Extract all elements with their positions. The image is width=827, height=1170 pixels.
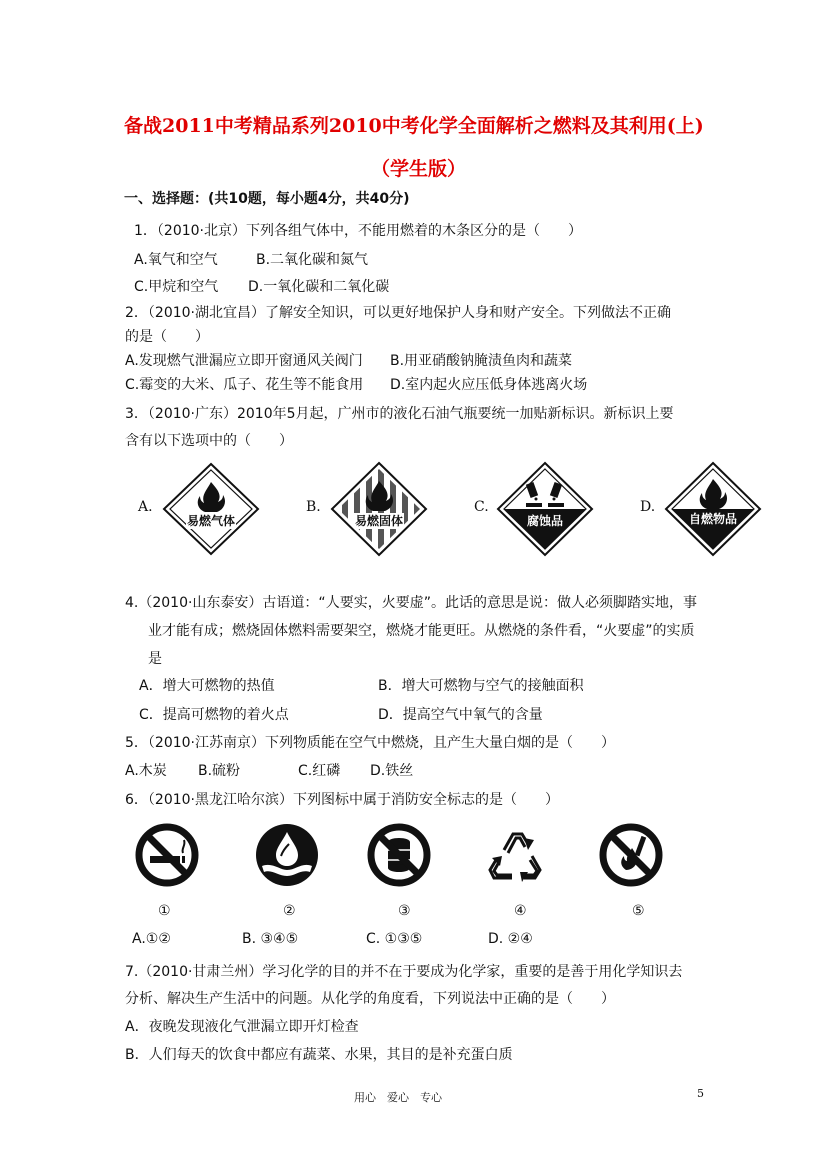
q4-option-d: D．提高空气中氧气的含量: [378, 707, 543, 723]
q3-letter-c: C.: [474, 499, 489, 515]
no-smoking-icon: [134, 822, 200, 888]
water-saving-icon: [254, 822, 320, 888]
q3-stem-line1: 3．（2010·广东）2010年5月起，广州市的液化石油气瓶要统一加贴新标识。新标识上要: [125, 406, 674, 422]
q5-option-c: C.红磷: [298, 763, 341, 779]
q2-option-d: D.室内起火应压低身体逃离火场: [390, 377, 588, 393]
page-number: 5: [697, 1087, 704, 1100]
q5-option-d: D.铁丝: [370, 763, 414, 779]
q5-stem: 5．（2010·江苏南京）下列物质能在空气中燃烧，且产生大量白烟的是（ ）: [125, 735, 615, 751]
q1-option-d: D.一氧化碳和二氧化碳: [248, 279, 390, 295]
q2-option-a: A.发现燃气泄漏应立即开窗通风关阀门: [125, 353, 363, 369]
q2-option-b: B.用亚硝酸钠腌渍鱼肉和蔬菜: [390, 353, 573, 369]
sign-label: 易燃气体: [186, 514, 236, 528]
q4-option-b: B．增大可燃物与空气的接触面积: [378, 678, 584, 694]
q6-option-c: C. ①③⑤: [366, 931, 423, 947]
q5-option-b: B.硫粉: [198, 763, 241, 779]
q4-option-a: A．增大可燃物的热值: [139, 678, 275, 694]
sign-label: 自燃物品: [688, 512, 738, 526]
q7-stem-line1: 7.（2010·甘肃兰州）学习化学的目的并不在于要成为化学家，重要的是善于用化学知识去: [125, 964, 683, 980]
q6-icon-number-3: ③: [398, 903, 411, 919]
q6-option-a: A.①②: [132, 931, 171, 947]
q7-option-b: B．人们每天的饮食中都应有蔬菜、水果，其目的是补充蛋白质: [125, 1047, 513, 1063]
q2-stem-line2: 的是（ ）: [125, 329, 209, 345]
q6-icon-number-2: ②: [283, 903, 296, 919]
q3-stem-line2: 含有以下选项中的（ ）: [125, 433, 293, 449]
q6-icon-number-5: ⑤: [632, 903, 645, 919]
q5-option-a: A.木炭: [125, 763, 167, 779]
q6-icon-number-1: ①: [158, 903, 171, 919]
q1-option-b: B.二氧化碳和氮气: [256, 252, 369, 268]
doc-subtitle: （学生版）: [371, 158, 467, 180]
section-heading: 一、选择题：(共10题，每小题4分，共40分): [124, 191, 410, 207]
flammable-gas-sign: [162, 462, 260, 556]
q7-stem-line2: 分析、解决生产生活中的问题。从化学的角度看，下列说法中正确的是（ ）: [125, 991, 615, 1007]
recycle-icon: [480, 820, 550, 890]
sign-label: 腐蚀品: [526, 514, 564, 528]
q1-option-c: C.甲烷和空气: [134, 279, 219, 295]
footer-motto: 用心 爱心 专心: [354, 1091, 442, 1104]
q7-option-a: A．夜晚发现液化气泄漏立即开灯检查: [125, 1019, 359, 1035]
doc-title: 备战2011中考精品系列2010中考化学全面解析之燃料及其利用(上): [124, 115, 704, 137]
q4-stem-line2: 业才能有成；燃烧固体燃料需要架空，燃烧才能更旺。从燃烧的条件看，“火要虚”的实质: [148, 623, 695, 639]
q6-option-b: B. ③④⑤: [242, 931, 299, 947]
q1-stem: 1．（2010·北京）下列各组气体中，不能用燃着的木条区分的是（ ）: [134, 223, 582, 239]
corrosive-sign: [496, 461, 594, 557]
q3-letter-a: A.: [138, 499, 153, 515]
spontaneous-combustion-sign: [664, 461, 762, 557]
q6-icon-number-4: ④: [514, 903, 527, 919]
no-open-flame-icon: [598, 822, 664, 888]
q4-stem-line1: 4.（2010·山东泰安）古语道：“人要实，火要虚”。此话的意思是说：做人必须脚踏实地，事: [125, 595, 697, 611]
q4-option-c: C．提高可燃物的着火点: [139, 707, 289, 723]
q3-letter-b: B.: [306, 499, 321, 515]
flammable-solid-sign: [330, 461, 428, 557]
q2-stem-line1: 2．（2010·湖北宜昌）了解安全知识，可以更好地保护人身和财产安全。下列做法不正确: [125, 305, 671, 321]
q6-option-d: D. ②④: [488, 931, 533, 947]
q4-stem-line3: 是: [148, 651, 162, 667]
q3-letter-d: D.: [640, 499, 656, 515]
q6-stem: 6．（2010·黑龙江哈尔滨）下列图标中属于消防安全标志的是（ ）: [125, 792, 559, 808]
no-fireworks-icon: [366, 822, 432, 888]
sign-label: 易燃固体: [354, 514, 404, 528]
q2-option-c: C.霉变的大米、瓜子、花生等不能食用: [125, 377, 364, 393]
q1-option-a: A.氧气和空气: [134, 252, 218, 268]
